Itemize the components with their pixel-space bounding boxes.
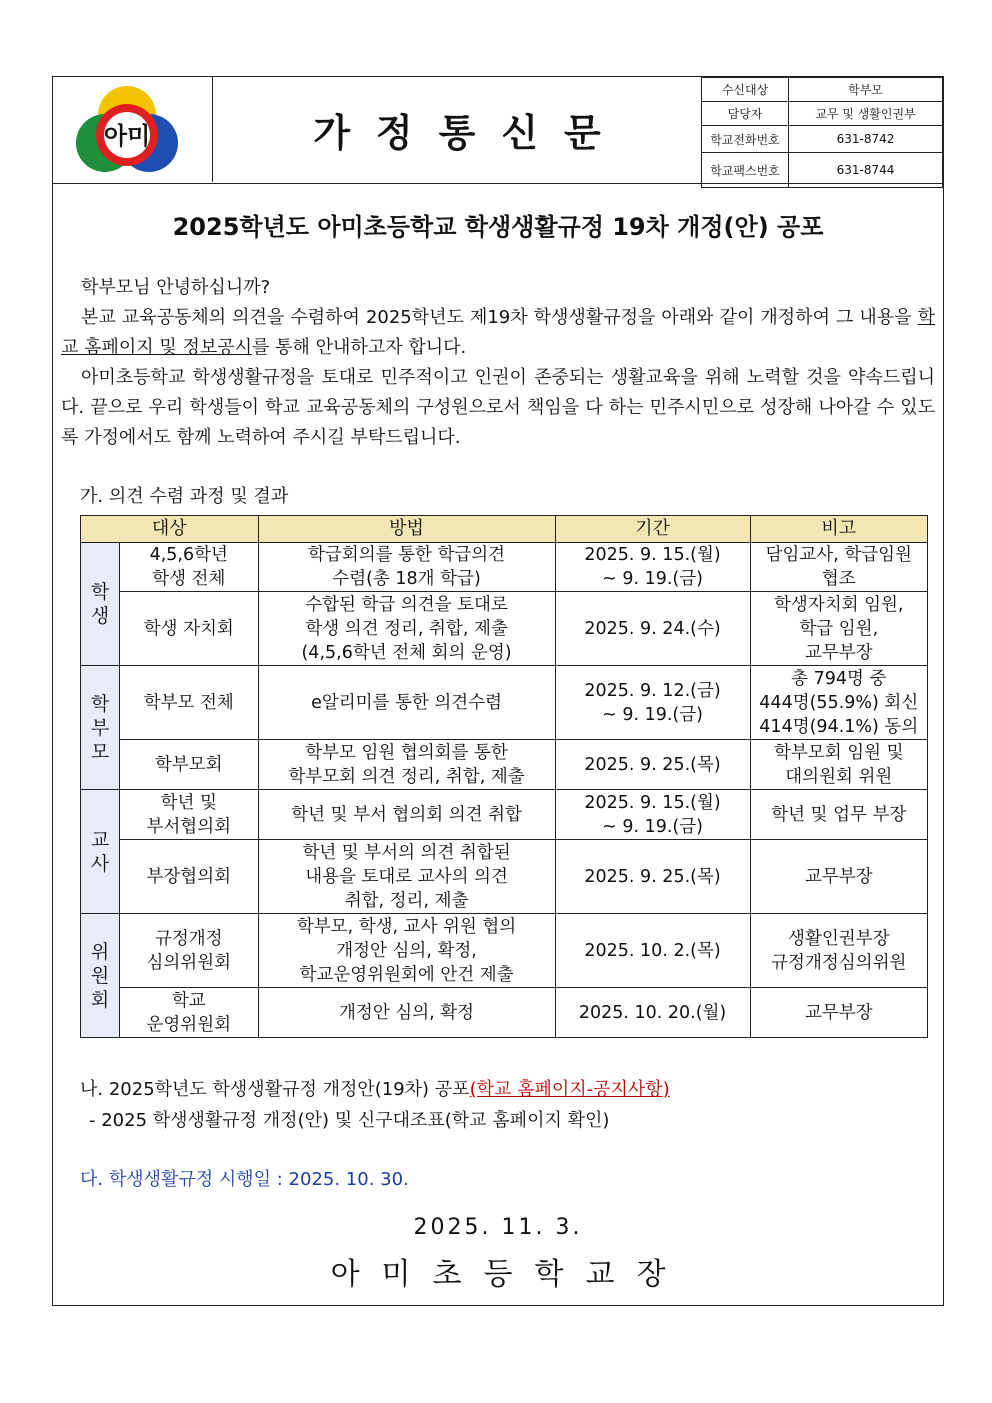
cell-note: 학년 및 업무 부장 <box>750 790 927 840</box>
cell-period: 2025. 9. 25.(목) <box>555 740 750 790</box>
info-value: 교무 및 생활인권부 <box>789 102 943 126</box>
table-row <box>81 592 928 666</box>
principal-signature: 아미초등학교장 <box>330 1257 688 1292</box>
school-logo-icon <box>75 85 179 175</box>
cell-note: 교무부장 <box>750 988 927 1038</box>
table-row <box>81 988 928 1038</box>
logo-box <box>53 77 213 182</box>
cell-method: 학년 및 부서 협의회 의견 취합 <box>258 790 555 840</box>
section-b-sub: - 2025 학생생활규정 개정(안) 및 신구대조표(학교 홈페이지 확인) <box>89 1110 610 1131</box>
header-method: 방법 <box>258 516 555 543</box>
info-value: 631-8742 <box>789 126 943 153</box>
cell-method: 학부모, 학생, 교사 위원 협의 개정안 심의, 확정, 학교운영위원회에 안건 제출 <box>258 914 555 988</box>
cell-method: 학년 및 부서의 의견 취합된 내용을 토대로 교사의 의견 취합, 정리, 제출 <box>258 840 555 914</box>
cell-target: 학생 자치회 <box>120 592 259 666</box>
issue-date: 2025. 11. 3. <box>413 1215 583 1240</box>
greeting: 학부모님 안녕하십니까? <box>81 277 271 298</box>
homepage-link-text: 학교 홈페이지 및 정보공시 <box>61 307 935 358</box>
header-period: 기간 <box>555 516 750 543</box>
cell-method: 개정안 심의, 확정 <box>258 988 555 1038</box>
cell-period: 2025. 9. 15.(월) ~ 9. 19.(금) <box>555 790 750 840</box>
svg-text:아미: 아미 <box>103 122 151 150</box>
cell-period: 2025. 10. 2.(목) <box>555 914 750 988</box>
cell-period: 2025. 9. 24.(수) <box>555 592 750 666</box>
info-row <box>702 153 943 188</box>
info-row <box>702 102 943 126</box>
info-label: 학교팩스번호 <box>702 153 789 188</box>
table-row <box>81 543 928 592</box>
cell-method: 학급회의를 통한 학급의견 수렴(총 18개 학급) <box>258 543 555 592</box>
homepage-notice-link[interactable]: (학교 홈페이지-공지사항) <box>469 1079 670 1100</box>
group-label: 위 원 회 <box>81 914 120 1038</box>
info-row <box>702 126 943 153</box>
table-header-row <box>81 516 928 543</box>
cell-target: 학년 및 부서협의회 <box>120 790 259 840</box>
cell-period: 2025. 9. 25.(목) <box>555 840 750 914</box>
cell-method: 수합된 학급 의견을 토대로 학생 의견 정리, 취합, 제출 (4,5,6학년 전체 회의 운영) <box>258 592 555 666</box>
document-frame <box>52 76 944 1306</box>
table-row <box>81 740 928 790</box>
cell-period: 2025. 9. 12.(금) ~ 9. 19.(금) <box>555 666 750 740</box>
cell-note: 생활인권부장 규정개정심의위원 <box>750 914 927 988</box>
section-c-title: 다. 학생생활규정 시행일 : 2025. 10. 30. <box>80 1169 409 1190</box>
cell-period: 2025. 9. 15.(월) ~ 9. 19.(금) <box>555 543 750 592</box>
cell-note: 교무부장 <box>750 840 927 914</box>
cell-target: 부장협의회 <box>120 840 259 914</box>
section-a-title: 가. 의견 수렴 과정 및 결과 <box>80 486 289 507</box>
notice-title: 2025학년도 아미초등학교 학생생활규정 19차 개정(안) 공포 <box>172 213 824 241</box>
cell-note: 담임교사, 학급임원 협조 <box>750 543 927 592</box>
cell-note: 총 794명 중 444명(55.9%) 회신 414명(94.1%) 동의 <box>750 666 927 740</box>
letter-header <box>53 77 943 184</box>
cell-note: 학부모회 임원 및 대의원회 위원 <box>750 740 927 790</box>
cell-period: 2025. 10. 20.(월) <box>555 988 750 1038</box>
table-row <box>81 840 928 914</box>
info-label: 담당자 <box>702 102 789 126</box>
cell-target: 학교 운영위원회 <box>120 988 259 1038</box>
info-table <box>701 77 943 188</box>
group-label: 학 부 모 <box>81 666 120 790</box>
cell-method: 학부모 임원 협의회를 통한 학부모회 의견 정리, 취합, 제출 <box>258 740 555 790</box>
cell-note: 학생자치회 임원, 학급 임원, 교무부장 <box>750 592 927 666</box>
intro-paragraph-1: 본교 교육공동체의 의견을 수렴하여 2025학년도 제19차 학생생활규정을 아래와 같이 개정하여 그 내용을 학교 홈페이지 및 정보공시를 통해 안내하고자 합니다. <box>61 307 935 358</box>
table-row <box>81 666 928 740</box>
cell-target: 학부모회 <box>120 740 259 790</box>
cell-target: 4,5,6학년 학생 전체 <box>120 543 259 592</box>
opinion-table <box>80 515 928 1038</box>
section-b-title: 나. 2025학년도 학생생활규정 개정안(19차) 공포(학교 홈페이지-공지사항) <box>80 1079 670 1100</box>
cell-method: e알리미를 통한 의견수렴 <box>258 666 555 740</box>
intro-text <box>61 273 935 453</box>
header-target: 대상 <box>81 516 259 543</box>
group-label: 학 생 <box>81 543 120 666</box>
intro-paragraph-2: 아미초등학교 학생생활규정을 토대로 민주적이고 인권이 존중되는 생활교육을 위해 노력할 것을 약속드립니다. 끝으로 우리 학생들이 학교 교육공동체의 구성원으로서 책임을 다 하는 민주시민으로 성장해 나아갈 수 있도록 가정에서도 함께 노력하여 주시길 부탁드립니다. <box>61 367 935 448</box>
table-row <box>81 790 928 840</box>
info-label: 수신대상 <box>702 78 789 102</box>
cell-target: 학부모 전체 <box>120 666 259 740</box>
header-note: 비고 <box>750 516 927 543</box>
info-value: 631-8744 <box>789 153 943 188</box>
info-value: 학부모 <box>789 78 943 102</box>
group-label: 교 사 <box>81 790 120 914</box>
info-row <box>702 78 943 102</box>
newsletter-title: 가정통신문 <box>313 110 627 155</box>
cell-target: 규정개정 심의위원회 <box>120 914 259 988</box>
info-label: 학교전화번호 <box>702 126 789 153</box>
table-row <box>81 914 928 988</box>
